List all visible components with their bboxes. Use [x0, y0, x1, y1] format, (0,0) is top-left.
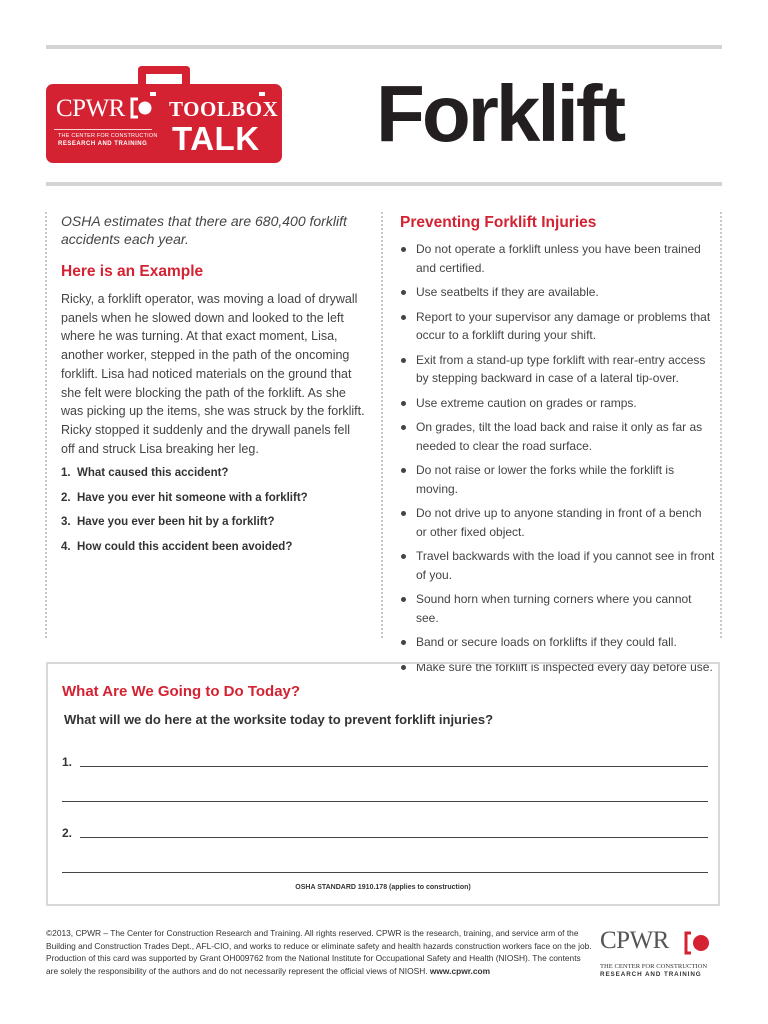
question-item	[61, 492, 371, 517]
footer-logo-tagline-2: RESEARCH AND TRAINING	[600, 971, 702, 978]
header-divider	[46, 182, 722, 186]
left-column-border	[45, 212, 47, 638]
question-item	[61, 541, 371, 566]
action-question: What will we do here at the worksite today to prevent forklift injuries?	[64, 712, 494, 727]
question-item	[61, 516, 371, 541]
list-item: Travel backwards with the load if you cannot see in front of you.	[400, 547, 715, 584]
footer-logo-tagline-1: THE CENTER FOR CONSTRUCTION	[600, 963, 708, 970]
question-item	[61, 467, 371, 492]
cpwr-toolbox-talk-logo	[46, 66, 282, 163]
answer-2-label: 2.	[62, 826, 73, 840]
footer-url-link[interactable]: www.cpwr.com	[429, 965, 491, 976]
answer-2-line[interactable]	[80, 837, 708, 838]
action-heading: What Are We Going to Do Today?	[62, 683, 301, 700]
question-text: How could this accident been avoided?	[77, 540, 293, 553]
footer-logo-brand: CPWR	[600, 927, 669, 954]
footer-cpwr-logo	[600, 927, 724, 983]
answer-1-line[interactable]	[80, 766, 708, 767]
intro-statistic: OSHA estimates that there are 680,400 forklift accidents each year.	[61, 213, 347, 247]
list-item: Do not drive up to anyone standing in front of a bench or other fixed object.	[400, 504, 715, 541]
prevention-list	[400, 240, 715, 682]
question-text: What caused this accident?	[77, 467, 229, 479]
cpwr-mark-icon	[682, 928, 722, 958]
list-item: Make sure the forklift is inspected every day before use.	[400, 658, 715, 677]
question-number: 1.	[61, 467, 71, 479]
answer-2-continuation-line[interactable]	[62, 872, 708, 873]
logo-tagline-1: THE CENTER FOR CONSTRUCTION	[58, 133, 158, 139]
logo-badge-toolbox: TOOLBOX	[169, 97, 279, 121]
list-item: Do not operate a forklift unless you have been trained and certified.	[400, 240, 715, 277]
question-text: Have you ever been hit by a forklift?	[77, 516, 275, 529]
question-number: 4.	[61, 540, 71, 553]
logo-tagline-2: RESEARCH AND TRAINING	[58, 141, 148, 147]
example-heading: Here is an Example	[61, 263, 204, 280]
prevention-heading: Preventing Forklift Injuries	[400, 214, 597, 231]
list-item: Do not raise or lower the forks while the forklift is moving.	[400, 461, 715, 498]
page-title: Forklift	[376, 69, 624, 158]
top-divider	[46, 45, 722, 49]
right-column-border	[720, 212, 722, 638]
list-item: Report to your supervisor any damage or problems that occur to a forklift during your shift.	[400, 308, 715, 345]
action-plan-box	[46, 662, 720, 906]
footer-copyright	[46, 927, 594, 977]
question-number: 3.	[61, 516, 71, 529]
answer-1-label: 1.	[62, 755, 73, 769]
question-number: 2.	[61, 491, 71, 504]
osha-standard-note: OSHA STANDARD 1910.178 (applies to construction)	[295, 884, 471, 891]
list-item: Use extreme caution on grades or ramps.	[400, 394, 715, 413]
example-story: Ricky, a forklift operator, was moving a load of drywall panels when he slowed down and looked to the left where he was turning. At that exact moment, Lisa, another worker, stepped in the path of the oncoming forklift. Lisa had noticed materials on the ground that she felt were blocking the path of the forklift. As she was picking up the items, she was struck by the forklift. Ricky stopped it suddenly and the drywall panels fell off and struck Lisa breaking her leg.	[61, 292, 365, 456]
list-item: Use seatbelts if they are available.	[400, 283, 715, 302]
footer-text: ©2013, CPWR – The Center for Construction Research and Training. All rights reserved. CPWR is the research, training, and service arm of the Building and Construction Trades Dept., AFL-CIO, and works to reduce or eliminate safety and health hazards construction workers face on the job. Production of this card was supported by Grant OH009762 from the National Institute for Occupational Safety and Health (NIOSH). The contents are solely the responsibility of the authors and do not necessarily represent the official views of NIOSH.	[46, 928, 592, 976]
logo-badge-talk: TALK	[172, 120, 260, 157]
logo-brand: CPWR	[56, 95, 125, 122]
column-divider	[381, 212, 383, 638]
list-item: Sound horn when turning corners where you cannot see.	[400, 590, 715, 627]
discussion-questions	[61, 467, 371, 565]
question-text: Have you ever hit someone with a forklift?	[77, 491, 308, 504]
list-item: Exit from a stand-up type forklift with rear-entry access by stepping backward in case of a lateral tip-over.	[400, 351, 715, 388]
answer-1-continuation-line[interactable]	[62, 801, 708, 802]
list-item: Band or secure loads on forklifts if they could fall.	[400, 633, 715, 652]
list-item: On grades, tilt the load back and raise it only as far as needed to clear the road surface.	[400, 418, 715, 455]
